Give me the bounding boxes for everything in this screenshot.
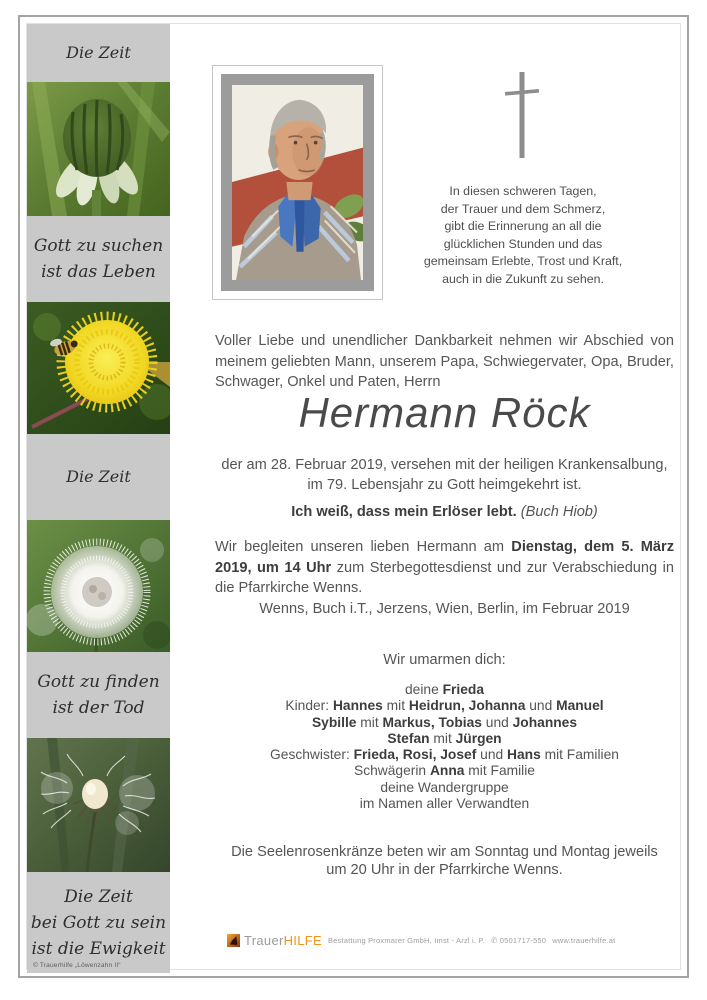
text-segment: Kinder: — [285, 698, 333, 714]
deceased-name: Hermann Röck — [298, 389, 591, 436]
text-segment: und — [481, 714, 513, 730]
rosary-line: Die Seelenrosenkränze beten wir am Sonntag und Montag jeweils — [231, 844, 658, 860]
footer-website: www.trauerhilfe.at — [552, 936, 616, 945]
family-line — [215, 698, 674, 714]
text-segment: Hans — [507, 747, 541, 763]
family-line — [215, 780, 674, 796]
text-segment: Anna — [429, 763, 465, 779]
condolence-line: gemeinsam Erlebte, Trost und Kraft, — [423, 254, 623, 269]
dandelion-flower-image — [27, 302, 170, 434]
places-and-date: Wenns, Buch i.T., Jerzens, Wien, Berlin, im Februar 2019 — [259, 601, 630, 617]
sidebar-quote-line: Die Zeit — [66, 467, 131, 486]
cross-icon — [497, 68, 547, 163]
sidebar-quote-line: Gott zu finden — [37, 672, 160, 692]
deceased-portrait-image — [232, 85, 363, 280]
brand-name — [244, 933, 322, 948]
condolence-line: auch in die Zukunft zu sehen. — [442, 271, 604, 286]
farewell-heading: Wir umarmen dich: — [383, 652, 506, 668]
footer-phone: ✆ 0501717-550 — [491, 936, 547, 945]
sidebar-quote-line: ist das Leben — [41, 262, 156, 282]
sidebar-photo-dandelion-seed-head — [27, 520, 170, 652]
funeral-announcement — [215, 537, 674, 599]
trauerhilfe-logo-icon — [227, 934, 240, 947]
footer-company: Bestattung Proxmarer GmbH, Imst - Arzl i. P. — [327, 936, 485, 945]
text-segment: Jürgen — [455, 730, 502, 746]
family-line — [215, 796, 674, 812]
condolence-line: glücklichen Stunden und das — [443, 236, 603, 251]
portrait-photo — [221, 74, 374, 291]
sidebar-quote-line: Die Zeit — [64, 886, 133, 907]
scripture-quote — [215, 504, 674, 520]
dandelion-bud-image — [27, 82, 170, 216]
family-line — [215, 747, 674, 763]
death-info-line: im 79. Lebensjahr zu Gott heimgekehrt ist. — [307, 476, 582, 493]
text-segment: Wir begleiten unseren lieben Hermann am — [215, 539, 512, 555]
sidebar-quote-2 — [27, 216, 170, 302]
text-segment: mit Familien — [540, 747, 619, 763]
family-line — [215, 715, 674, 731]
brand-name-orange: HILFE — [283, 933, 322, 948]
brand-name-gray: Trauer — [244, 933, 284, 948]
text-segment: Stefan — [387, 730, 430, 746]
footer — [227, 933, 615, 948]
family-list — [215, 682, 674, 812]
sidebar-quote-line: Die Zeit — [66, 43, 131, 62]
text-segment: deine — [405, 682, 443, 697]
dandelion-blown-image — [27, 738, 170, 872]
text-segment: Johannes — [512, 714, 578, 730]
text-segment: mit — [382, 698, 409, 714]
text-segment: Schwägerin — [354, 763, 430, 779]
sidebar-quote-line: ist die Ewigkeit — [31, 938, 166, 959]
family-line — [215, 731, 674, 747]
text-segment: Markus, Tobias — [382, 714, 482, 730]
death-info — [215, 456, 674, 495]
text-segment: im Namen aller Verwandten — [359, 796, 530, 812]
text-segment: mit — [429, 730, 456, 746]
text-segment: Frieda — [442, 682, 484, 697]
death-info-line: der am 28. Februar 2019, versehen mit der heiligen Krankensalbung, — [221, 457, 668, 473]
text-segment: Ich weiß, dass mein Erlöser lebt. — [291, 504, 517, 520]
sidebar-quote-4 — [27, 652, 170, 738]
text-segment: Frieda, Rosi, Josef — [353, 747, 477, 763]
sidebar-quote-3 — [27, 434, 170, 520]
condolence-line: In diesen schweren Tagen, — [449, 184, 597, 198]
sidebar — [27, 24, 170, 973]
condolence-line: gibt die Erinnerung an all die — [444, 219, 602, 234]
dandelion-seed-head-image — [27, 520, 170, 652]
intro-paragraph: Voller Liebe und unendlicher Dankbarkeit nehmen wir Abschied von meinem geliebten Mann, unserem Papa, Schwiegervater, Opa, Bruder, Schwager, Onkel und Paten, Herrn — [215, 333, 674, 390]
rosary-line: um 20 Uhr in der Pfarrkirche Wenns. — [326, 862, 563, 878]
condolence-line: der Trauer und dem Schmerz, — [440, 201, 606, 216]
text-segment: und — [476, 747, 507, 763]
family-line — [215, 763, 674, 779]
family-line — [215, 682, 674, 698]
sidebar-quote-line: bei Gott zu sein — [30, 912, 167, 933]
sidebar-quote-line: Gott zu suchen — [33, 236, 164, 256]
sidebar-copyright: © Trauerhilfe „Löwenzahn II“ — [33, 962, 121, 969]
text-segment: Sybille — [311, 714, 357, 730]
sidebar-quote-5 — [27, 872, 170, 973]
text-segment: deine Wandergruppe — [380, 779, 509, 795]
rosary-announcement — [215, 843, 674, 879]
sidebar-quote-line: ist der Tod — [52, 698, 145, 718]
text-segment: Heidrun, Johanna — [408, 698, 526, 714]
text-segment: (Buch Hiob) — [520, 504, 598, 520]
sidebar-photo-dandelion-flower-with-bee — [27, 302, 170, 434]
sidebar-photo-dandelion-bud — [27, 82, 170, 216]
text-segment: mit Familie — [464, 763, 535, 779]
text-segment: mit — [356, 714, 383, 730]
portrait-frame — [212, 65, 383, 300]
sidebar-photo-dandelion-blown-seeds — [27, 738, 170, 872]
text-segment: Geschwister: — [270, 747, 354, 763]
text-segment: und — [525, 698, 557, 714]
text-segment: Dienstag, dem 5. März 2019, um 14 Uhr — [215, 539, 674, 576]
text-segment: zum Sterbegottesdienst und zur Verabschiedung in die Pfarrkirche Wenns. — [215, 559, 674, 596]
text-segment: Hannes — [332, 698, 383, 714]
condolence-text — [413, 183, 633, 289]
text-segment: Manuel — [556, 698, 604, 714]
sidebar-quote-1 — [27, 24, 170, 82]
